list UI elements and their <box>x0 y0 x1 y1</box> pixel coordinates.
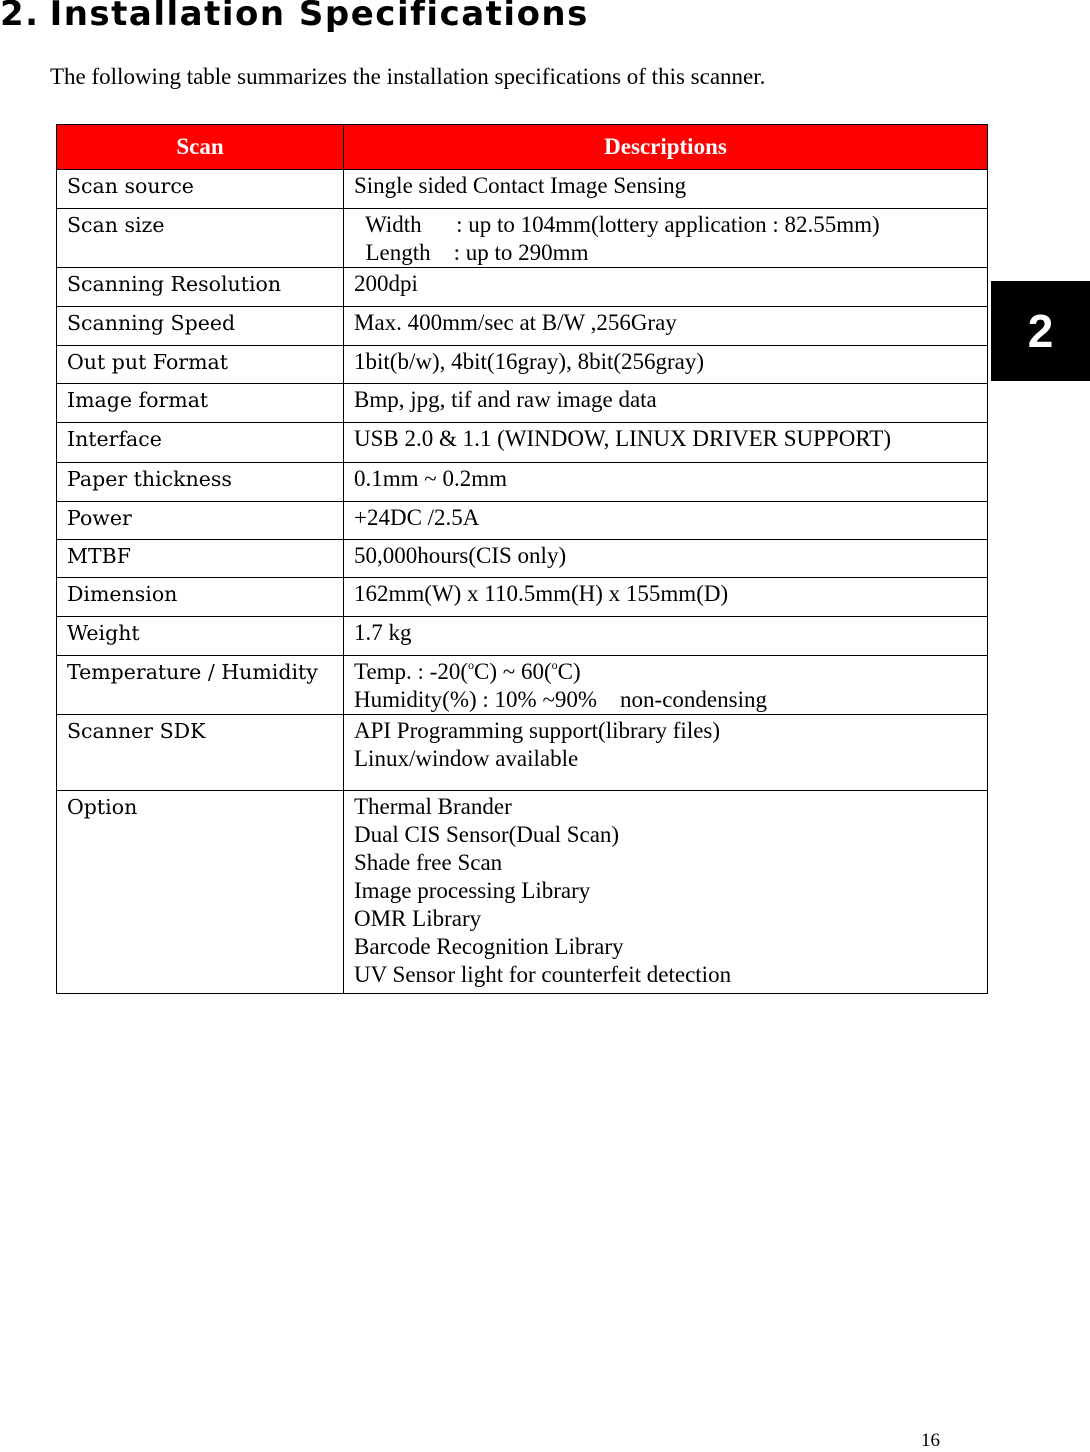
row-key: Scanner SDK <box>57 715 344 791</box>
table-row <box>57 578 988 617</box>
value-line: Bmp, jpg, tif and raw image data <box>354 387 657 412</box>
spec-table <box>56 124 988 994</box>
page-number: 16 <box>921 1430 940 1451</box>
row-value <box>344 656 988 715</box>
table-row <box>57 170 988 209</box>
row-value <box>344 384 988 423</box>
value-line: Dual CIS Sensor(Dual Scan) <box>354 822 620 847</box>
row-key: Temperature / Humidity <box>57 656 344 715</box>
row-key: Interface <box>57 423 344 463</box>
section-number: 2. <box>0 0 40 34</box>
value-line: +24DC /2.5A <box>354 505 480 530</box>
section-title: Installation Specifications <box>49 0 589 34</box>
row-value <box>344 578 988 617</box>
row-key: MTBF <box>57 540 344 578</box>
table-row <box>57 502 988 540</box>
table-row <box>57 617 988 656</box>
table-row <box>57 346 988 384</box>
table-row <box>57 384 988 423</box>
intro-paragraph: The following table summarizes the installation specifications of this scanner. <box>50 64 766 89</box>
value-line: Barcode Recognition Library <box>354 934 624 959</box>
value-line: USB 2.0 & 1.1 (WINDOW, LINUX DRIVER SUPPORT) <box>354 426 891 451</box>
row-key: Power <box>57 502 344 540</box>
value-line: Thermal Brander <box>354 794 512 819</box>
table-row <box>57 463 988 502</box>
table-row <box>57 656 988 715</box>
value-line: 0.1mm ~ 0.2mm <box>354 466 508 491</box>
row-value <box>344 268 988 307</box>
row-key: Scanning Speed <box>57 307 344 346</box>
section-heading <box>0 0 589 34</box>
value-line: Single sided Contact Image Sensing <box>354 173 687 198</box>
row-key: Scan size <box>57 209 344 268</box>
value-line: 1bit(b/w), 4bit(16gray), 8bit(256gray) <box>354 349 705 374</box>
value-line: Shade free Scan <box>354 850 503 875</box>
header-descriptions: Descriptions <box>344 125 988 170</box>
value-line: UV Sensor light for counterfeit detection <box>354 962 732 987</box>
temperature-line: Temp. : -20($^o$C) ~ 60($^o$C) <box>354 658 581 684</box>
row-key: Scanning Resolution <box>57 268 344 307</box>
table-header-row <box>57 125 988 170</box>
row-value <box>344 307 988 346</box>
value-line: 200dpi <box>354 271 418 296</box>
value-line: Max. 400mm/sec at B/W ,256Gray <box>354 310 677 335</box>
row-value <box>344 209 988 268</box>
value-line: Humidity(%) : 10% ~90% non-condensing <box>354 687 767 712</box>
row-value <box>344 463 988 502</box>
row-key: Dimension <box>57 578 344 617</box>
header-scan: Scan <box>57 125 344 170</box>
value-line: Width : up to 104mm(lottery application : 82.55mm) <box>354 212 880 237</box>
row-value <box>344 346 988 384</box>
table-row <box>57 791 988 994</box>
table-row <box>57 423 988 463</box>
row-key: Image format <box>57 384 344 423</box>
value-line: API Programming support(library files) <box>354 718 721 743</box>
row-value <box>344 617 988 656</box>
row-value <box>344 715 988 791</box>
row-value <box>344 423 988 463</box>
table-row <box>57 307 988 346</box>
row-key: Option <box>57 791 344 994</box>
row-key: Out put Format <box>57 346 344 384</box>
row-value <box>344 170 988 209</box>
row-key: Weight <box>57 617 344 656</box>
value-line: Length : up to 290mm <box>354 240 589 265</box>
value-line: Linux/window available <box>354 746 579 771</box>
row-value <box>344 540 988 578</box>
row-key: Paper thickness <box>57 463 344 502</box>
value-line: Image processing Library <box>354 878 591 903</box>
value-line: 50,000hours(CIS only) <box>354 543 567 568</box>
row-key: Scan source <box>57 170 344 209</box>
value-line: 162mm(W) x 110.5mm(H) x 155mm(D) <box>354 581 729 606</box>
table-row <box>57 715 988 791</box>
chapter-tab: 2 <box>991 281 1090 381</box>
table-row <box>57 268 988 307</box>
row-value <box>344 791 988 994</box>
row-value <box>344 502 988 540</box>
value-line: OMR Library <box>354 906 482 931</box>
table-row <box>57 209 988 268</box>
table-row <box>57 540 988 578</box>
value-line: 1.7 kg <box>354 620 412 645</box>
